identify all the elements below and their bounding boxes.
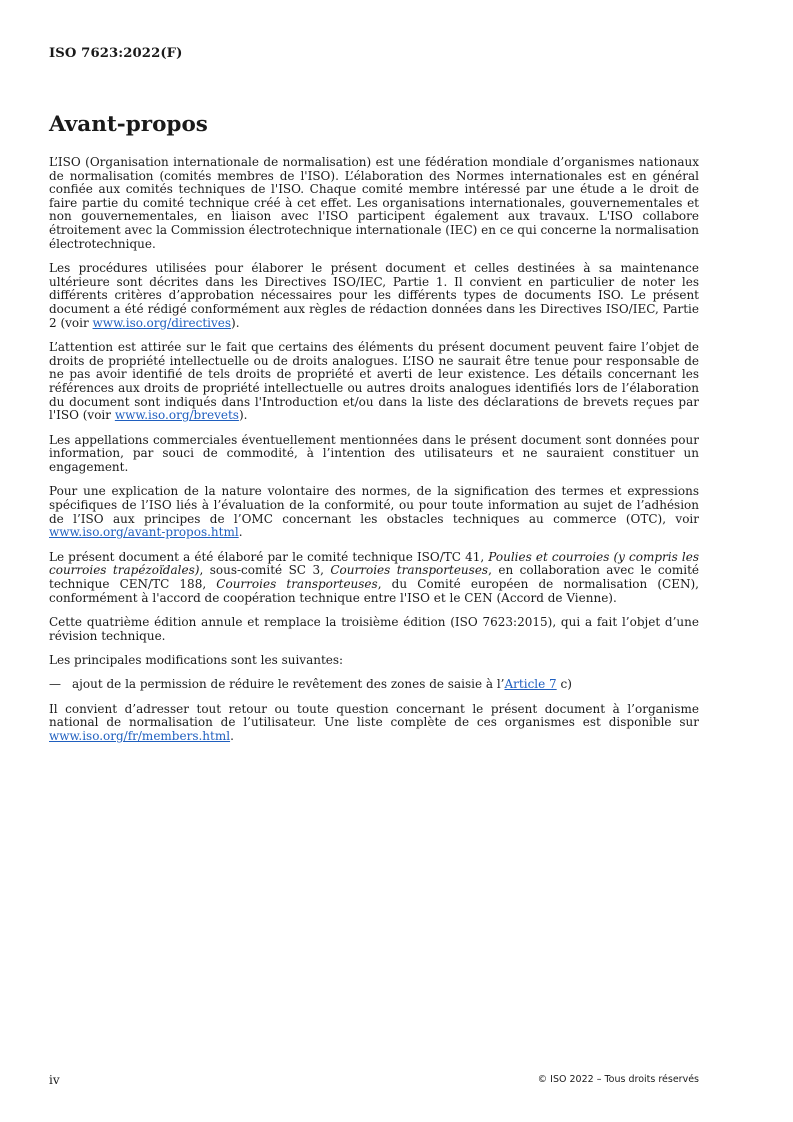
foreword-link[interactable]: www.iso.org/avant-propos.html bbox=[49, 525, 239, 540]
paragraph-text: Il convient d’adresser tout retour ou toute question concernant le présent document à l’organisme national de normalisation de l’utilisateur. Une liste complète de ces organismes est disponible sur bbox=[49, 701, 699, 730]
page-number: iv bbox=[49, 1073, 60, 1087]
paragraph-text: ajout de la permission de réduire le revêtement des zones de saisie à l’ bbox=[72, 677, 505, 691]
paragraph-feedback bbox=[49, 703, 699, 744]
paragraph-edition: Cette quatrième édition annule et remplace la troisième édition (ISO 7623:2015), qui a fait l’objet d’une révision technique. bbox=[49, 615, 699, 643]
list-item bbox=[49, 678, 699, 692]
paragraph-text: . bbox=[238, 525, 243, 540]
members-link[interactable]: www.iso.org/fr/members.html bbox=[49, 728, 231, 743]
paragraph-patents bbox=[49, 341, 699, 423]
paragraph-trade-names: Les appellations commerciales éventuellement mentionnées dans le présent document sont données pour information, par souci de commodité, à l’intention des utilisateurs et ne sauraient constituer un engagement. bbox=[49, 432, 699, 474]
paragraph-text: L’attention est attirée sur le fait que certains des éléments du présent document peuvent faire l’objet de droits de propriété intellectuelle ou de droits analogues. L’ISO ne saurait être tenue pour responsable de ne pas avoir identifié de tels droits de propriété et averti de leur existence. Les détails concernant les références aux droits de propriété intellectuelle ou autres droits analogues identifiés lors de l’élaboration du document sont indiqués dans l'Introduction et/ou dans la liste des déclarations de brevets reçues par l'ISO (voir bbox=[49, 340, 699, 423]
committee-title-italic: Poulies et courroies (y compris les courroies trapézoïdales) bbox=[49, 549, 699, 578]
directives-link[interactable]: www.iso.org/directives bbox=[92, 315, 232, 330]
paragraph-text: c) bbox=[556, 677, 572, 691]
foreword-body bbox=[49, 156, 699, 754]
paragraph-text: Pour une explication de la nature volontaire des normes, de la signification des termes et expressions spécifiques de l’ISO liés à l’évaluation de la conformité, ou pour toute information au sujet de l’adhésion de l’ISO aux principes de l’OMC concernant les obstacles techniques au commerce (OTC), voir bbox=[49, 484, 699, 526]
paragraph-text: , du Comité européen de normalisation (CEN), conformément à l'accord de coopération technique entre l'ISO et le CEN (Accord de Vienne). bbox=[49, 577, 699, 605]
list-dash: — bbox=[49, 677, 61, 691]
cen-committee-title-italic: Courroies transporteuses bbox=[216, 577, 378, 592]
patents-link[interactable]: www.iso.org/brevets bbox=[114, 408, 239, 423]
paragraph-voluntary-nature bbox=[49, 485, 699, 539]
paragraph-procedures bbox=[49, 262, 699, 330]
article-7-link[interactable]: Article 7 bbox=[504, 677, 557, 691]
paragraph-text: Les procédures utilisées pour élaborer le présent document et celles destinées à sa maintenance ultérieure sont décrites dans les Directives ISO/IEC, Partie 1. Il convient en particulier de noter les différents critères d’approbation nécessaires pour les différents types de documents ISO. Le présent document a été rédigé conformément aux règles de rédaction données dans les Directives ISO/IEC, Partie 2 (voir bbox=[49, 261, 699, 330]
paragraph-text: ). bbox=[231, 315, 240, 330]
paragraph-iso-intro: L’ISO (Organisation internationale de normalisation) est une fédération mondiale d’organismes nationaux de normalisation (comités membres de l'ISO). L’élaboration des Normes internationales est en général confiée aux comités techniques de l'ISO. Chaque comité membre intéressé par une étude a le droit de faire partie du comité technique créé à cet effet. Les organisations internationales, gouvernementales et non gouvernementales, en liaison avec l'ISO participent également aux travaux. L'ISO collabore étroitement avec la Commission électrotechnique internationale (IEC) en ce qui concerne la normalisation électrotechnique. bbox=[49, 155, 699, 251]
paragraph-text: , en collaboration avec le comité technique CEN/TC 188, bbox=[49, 563, 700, 592]
subcommittee-title-italic: Courroies transporteuses bbox=[330, 563, 489, 578]
document-id-header: ISO 7623:2022(F) bbox=[49, 46, 183, 61]
list-item-text bbox=[72, 678, 572, 692]
paragraph-changes-intro: Les principales modifications sont les suivantes: bbox=[49, 653, 344, 668]
paragraph-text: . bbox=[230, 728, 234, 743]
paragraph-committee bbox=[49, 551, 699, 605]
page-title: Avant-propos bbox=[49, 112, 208, 137]
paragraph-text: , sous-comité SC 3, bbox=[199, 563, 331, 578]
paragraph-text: Le présent document a été élaboré par le comité technique ISO/TC 41, bbox=[49, 549, 489, 564]
paragraph-text: ). bbox=[238, 408, 248, 423]
copyright-notice: © ISO 2022 – Tous droits réservés bbox=[537, 1074, 699, 1085]
